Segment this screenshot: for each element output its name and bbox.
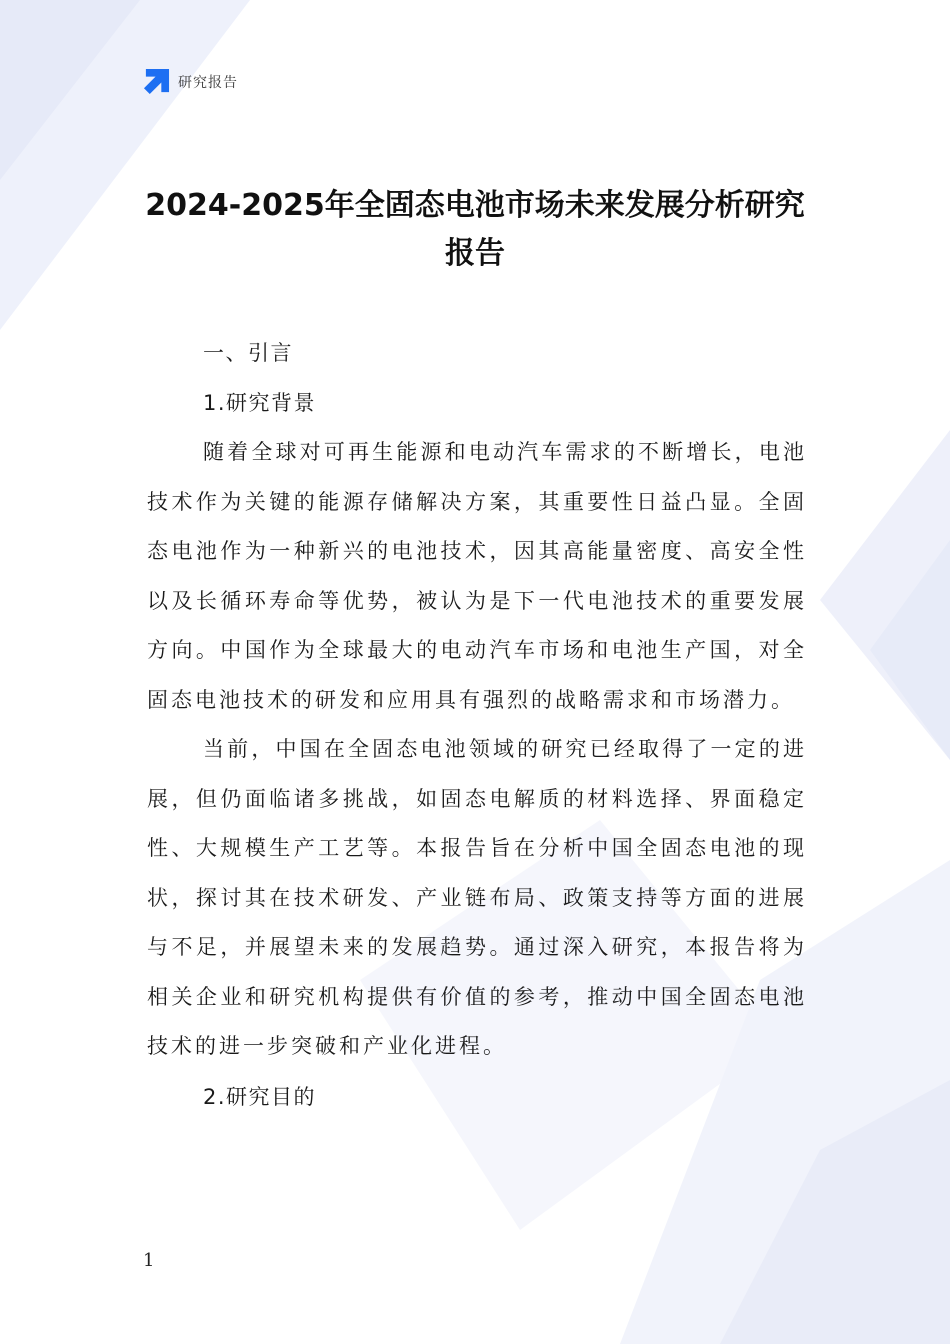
header-label: 研究报告 <box>178 74 238 91</box>
body-paragraph: 随着全球对可再生能源和电动汽车需求的不断增长，电池技术作为关键的能源存储解决方案，其重要性日益凸显。全固态电池作为一种新兴的电池技术，因其高能量密度、高安全性以及长循环寿命等优势，被认为是下一代电池技术的重要发展方向。中国作为全球最大的电动汽车市场和电池生产国，对全固态电池技术的研发和应用具有强烈的战略需求和市场潜力。 <box>147 440 807 712</box>
subsection-heading-background: 1.研究背景 <box>203 391 317 415</box>
arrow-logo-icon <box>143 68 170 95</box>
report-header <box>143 68 238 95</box>
report-title: 2024-2025年全固态电池市场未来发展分析研究报告 <box>145 188 805 271</box>
document-body <box>147 328 807 1122</box>
section-heading-introduction: 一、引言 <box>203 341 293 365</box>
page-number: 1 <box>143 1250 155 1271</box>
body-paragraph: 当前，中国在全固态电池领域的研究已经取得了一定的进展，但仍面临诸多挑战，如固态电解质的材料选择、界面稳定性、大规模生产工艺等。本报告旨在分析中国全固态电池的现状，探讨其在技术研发、产业链布局、政策支持等方面的进展与不足，并展望未来的发展趋势。通过深入研究，本报告将为相关企业和研究机构提供有价值的参考，推动中国全固态电池技术的进一步突破和产业化进程。 <box>147 737 807 1058</box>
subsection-heading-purpose: 2.研究目的 <box>203 1084 317 1109</box>
